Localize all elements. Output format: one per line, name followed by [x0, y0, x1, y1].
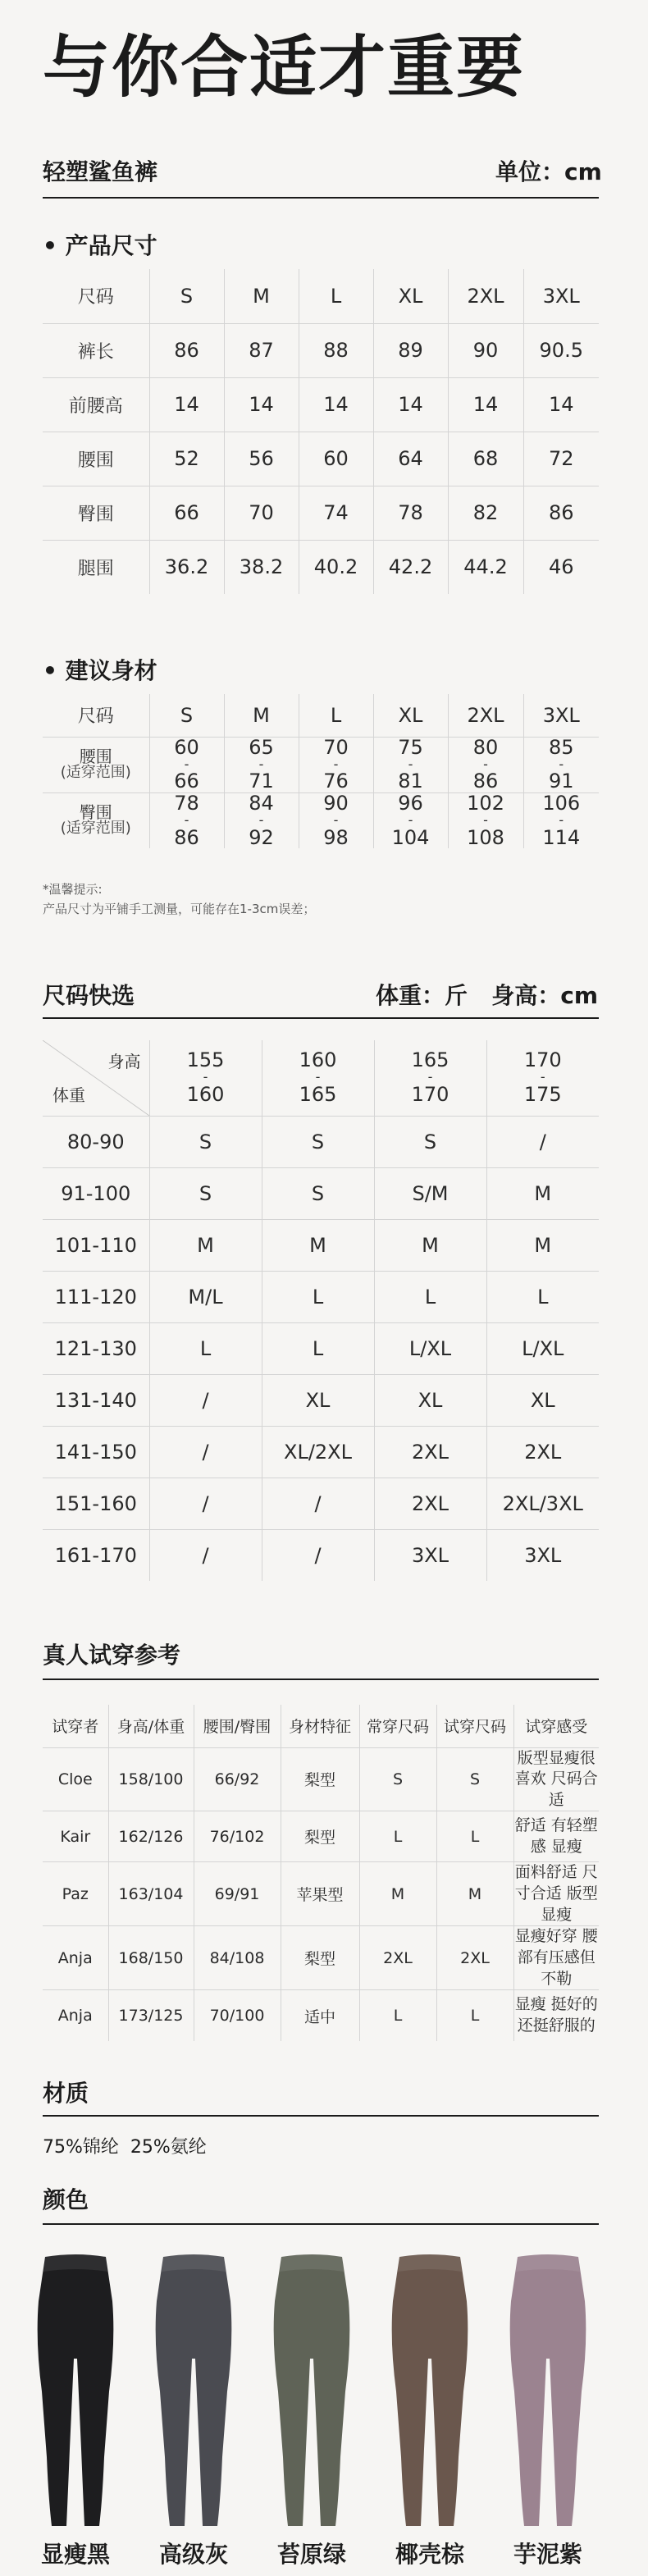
- weight-range: 151-160: [43, 1478, 149, 1529]
- range-value: -: [333, 756, 339, 772]
- range-cell: [224, 737, 299, 792]
- table-cell: 68: [448, 432, 523, 486]
- range-value: 86: [472, 770, 499, 793]
- height-value: 160: [186, 1083, 225, 1107]
- size-cell: 3XL: [524, 1543, 562, 1567]
- range-value: 96: [398, 791, 423, 815]
- range-cell: [373, 792, 448, 848]
- product-name: 轻塑鲨鱼裤: [43, 158, 158, 185]
- height-header: [262, 1040, 374, 1116]
- range-value: 106: [542, 791, 581, 815]
- height-value: 170: [411, 1083, 449, 1107]
- table-cell: 38.2: [224, 540, 299, 594]
- table-cell: 56: [224, 432, 299, 486]
- size-header: 3XL: [523, 694, 599, 737]
- table-cell: 69/91: [194, 1862, 281, 1926]
- divider: [43, 197, 599, 199]
- column-header: 身高/体重: [108, 1705, 194, 1747]
- range-value: 66: [174, 770, 199, 793]
- section-heading-colors: 颜色: [43, 2186, 89, 2213]
- range-cell: [149, 737, 224, 792]
- range-value: -: [408, 756, 413, 772]
- table-row: [43, 1811, 599, 1862]
- range-value: 108: [467, 825, 504, 849]
- size-cell: 2XL/3XL: [486, 1478, 599, 1529]
- weight-range: 121-130: [43, 1322, 149, 1374]
- feel-cell: 显瘦 挺好的 还挺舒服的: [514, 1995, 598, 2035]
- table-row: [43, 1478, 599, 1529]
- table-row: [43, 1747, 599, 1811]
- table-cell: 74: [299, 486, 373, 540]
- weight-range: 131-140: [43, 1374, 149, 1426]
- legging-image: [30, 2252, 121, 2531]
- color-name: 显瘦黑: [40, 2541, 110, 2568]
- table-cell: 86: [149, 323, 224, 377]
- waistband: [162, 2254, 226, 2272]
- table-row: [43, 323, 599, 377]
- size-cell: 2XL: [374, 1478, 486, 1529]
- table-cell: 44.2: [448, 540, 523, 594]
- section-heading-product-size: • 产品尺寸: [43, 232, 157, 259]
- column-header: 尺码: [43, 694, 149, 737]
- size-header: XL: [373, 269, 448, 323]
- weight-range: 91-100: [43, 1167, 149, 1219]
- row-label-text: 臀围: [79, 802, 112, 823]
- table-cell: 87: [224, 323, 299, 377]
- range-value: 92: [249, 825, 274, 849]
- color-name: 芋泥紫: [513, 2541, 582, 2568]
- size-header: 2XL: [448, 269, 523, 323]
- column-header: 常穿尺码: [359, 1705, 436, 1747]
- height-header: [374, 1040, 486, 1116]
- height-header: [486, 1040, 599, 1116]
- legging-shape: [274, 2254, 350, 2526]
- legging-image: [148, 2252, 239, 2531]
- table-cell: L: [436, 1811, 513, 1862]
- size-cell: L: [262, 1322, 374, 1374]
- size-cell: XL: [262, 1374, 374, 1426]
- section-heading-material: 材质: [43, 2080, 89, 2107]
- table-cell: L: [359, 1811, 436, 1862]
- size-cell: L: [262, 1271, 374, 1322]
- size-cell: XL/2XL: [262, 1426, 374, 1478]
- range-cell: [523, 792, 599, 848]
- quick-size-table: [43, 1040, 599, 1581]
- size-cell: L: [486, 1271, 599, 1322]
- row-label-text: 腰围: [79, 747, 112, 767]
- feel-cell: 舒适 有轻塑感 显瘦: [513, 1811, 599, 1862]
- table-row: [43, 737, 599, 792]
- table-cell: 90: [448, 323, 523, 377]
- corner-weight-label: 体重: [52, 1085, 85, 1105]
- feel-cell: 版型显瘦很喜欢 尺码合适: [513, 1747, 599, 1811]
- row-label: [43, 737, 149, 792]
- row-label: 腰围: [43, 432, 149, 486]
- table-cell: 梨型: [281, 1926, 359, 1990]
- column-header: 尺码: [43, 269, 149, 323]
- column-header: 腰围/臀围: [194, 1705, 281, 1747]
- table-header-row: [43, 269, 599, 323]
- table-row: [43, 1926, 599, 1990]
- size-cell: L: [374, 1271, 486, 1322]
- legging-shape: [156, 2254, 232, 2526]
- size-cell: S: [262, 1167, 374, 1219]
- table-cell: 158/100: [108, 1747, 194, 1811]
- row-label: 腿围: [43, 540, 149, 594]
- table-cell: 梨型: [281, 1811, 359, 1862]
- table-cell: 72: [523, 432, 599, 486]
- range-value: 91: [548, 770, 574, 793]
- table-cell: 14: [299, 377, 373, 432]
- size-cell: /: [149, 1478, 262, 1529]
- table-row: [43, 792, 599, 848]
- waistband: [280, 2254, 344, 2272]
- table-cell: 42.2: [373, 540, 448, 594]
- size-cell: L/XL: [374, 1322, 486, 1374]
- size-cell: 2XL: [486, 1426, 599, 1478]
- row-label: 臀围: [43, 486, 149, 540]
- table-row: [43, 1426, 599, 1478]
- range-cell: [448, 792, 523, 848]
- range-value: 102: [467, 791, 504, 815]
- waistband: [43, 2254, 107, 2272]
- height-value: 160: [299, 1048, 337, 1072]
- table-cell: 89: [373, 323, 448, 377]
- range-value: 65: [249, 735, 274, 759]
- table-cell: 88: [299, 323, 373, 377]
- size-cell: /: [149, 1374, 262, 1426]
- table-cell: 14: [224, 377, 299, 432]
- table-row: [43, 432, 599, 486]
- range-value: 85: [548, 735, 574, 759]
- column-header: 身材特征: [281, 1705, 359, 1747]
- table-cell: Anja: [43, 1990, 108, 2041]
- size-header: M: [224, 694, 299, 737]
- table-header-row: [43, 1040, 599, 1116]
- column-header: 试穿者: [43, 1705, 108, 1747]
- size-header: XL: [373, 694, 448, 737]
- section-heading-quick-size: 尺码快选: [43, 982, 135, 1009]
- table-cell: L: [359, 1990, 436, 2041]
- range-value: -: [333, 812, 339, 829]
- table-row: [43, 1116, 599, 1167]
- range-value: 86: [174, 825, 199, 849]
- range-cell: [523, 737, 599, 792]
- feel-cell: 面料舒适 尺寸合适 版型显瘦: [513, 1862, 599, 1926]
- table-cell: 90.5: [523, 323, 599, 377]
- weight-range: 80-90: [43, 1116, 149, 1167]
- table-cell: 36.2: [149, 540, 224, 594]
- table-row: [43, 1374, 599, 1426]
- size-cell: S: [149, 1116, 262, 1167]
- row-label: 前腰高: [43, 377, 149, 432]
- size-cell: 2XL: [374, 1426, 486, 1478]
- size-cell: M/L: [149, 1271, 262, 1322]
- table-cell: L: [436, 1990, 513, 2041]
- range-value: -: [258, 812, 264, 829]
- range-cell: [299, 737, 373, 792]
- table-cell: M: [436, 1862, 513, 1926]
- size-cell: /: [262, 1478, 374, 1529]
- size-cell: M: [374, 1219, 486, 1271]
- range-value: 84: [249, 791, 274, 815]
- range-value: -: [559, 756, 564, 772]
- size-cell: /: [149, 1426, 262, 1478]
- table-row: [43, 377, 599, 432]
- divider: [43, 2115, 599, 2117]
- size-header: 3XL: [523, 269, 599, 323]
- table-cell: 82: [448, 486, 523, 540]
- section-heading-tryon: 真人试穿参考: [43, 1642, 181, 1669]
- table-header-row: [43, 694, 599, 737]
- note-body: 产品尺寸为平铺手工测量，可能存在1-3cm误差；: [43, 902, 316, 916]
- color-name: 椰壳棕: [395, 2541, 464, 2568]
- size-cell: M: [486, 1167, 599, 1219]
- table-cell: 66: [149, 486, 224, 540]
- weight-range: 101-110: [43, 1219, 149, 1271]
- size-cell: 3XL: [374, 1529, 486, 1581]
- legging-shape: [392, 2254, 468, 2526]
- note-title: *温馨提示:: [43, 882, 103, 897]
- table-cell: 适中: [281, 1990, 359, 2041]
- table-cell: 70: [224, 486, 299, 540]
- range-cell: [149, 792, 224, 848]
- size-cell: L/XL: [486, 1322, 599, 1374]
- range-value: 60: [174, 735, 199, 759]
- table-row: [43, 1862, 599, 1926]
- range-value: -: [184, 812, 189, 829]
- table-cell: 梨型: [281, 1747, 359, 1811]
- table-cell: 168/150: [108, 1926, 194, 1990]
- table-cell: 2XL: [436, 1926, 513, 1990]
- table-cell: 78: [373, 486, 448, 540]
- size-cell: XL: [486, 1374, 599, 1426]
- size-cell: /: [262, 1529, 374, 1581]
- size-cell: M: [149, 1219, 262, 1271]
- table-row: [43, 1322, 599, 1374]
- range-value: 76: [323, 770, 349, 793]
- table-cell: S: [436, 1747, 513, 1811]
- height-value: 165: [411, 1048, 449, 1072]
- table-cell: 14: [373, 377, 448, 432]
- table-cell: 70/100: [194, 1990, 281, 2041]
- size-header: S: [149, 694, 224, 737]
- unit-label: 单位：cm: [495, 158, 602, 185]
- material-value: 75%锦纶 25%氨纶: [43, 2137, 207, 2158]
- tryon-table: [43, 1705, 599, 2041]
- height-value: 170: [523, 1048, 562, 1072]
- range-value: 80: [472, 735, 499, 759]
- table-cell: 76/102: [194, 1811, 281, 1862]
- range-cell: [299, 792, 373, 848]
- table-cell: 苹果型: [281, 1862, 359, 1926]
- table-cell: 66/92: [194, 1747, 281, 1811]
- table-cell: 60: [299, 432, 373, 486]
- height-value: -: [315, 1069, 321, 1085]
- table-row: [43, 540, 599, 594]
- range-value: -: [408, 812, 413, 829]
- range-value: 104: [391, 825, 430, 849]
- range-value: -: [483, 812, 488, 829]
- size-cell: S: [374, 1116, 486, 1167]
- feel-cell: 显瘦好穿 腰部有压感但不勒: [513, 1926, 599, 1990]
- table-cell: Cloe: [43, 1747, 108, 1811]
- quick-size-units: 体重：斤 身高：cm: [376, 982, 599, 1009]
- size-cell: S: [262, 1116, 374, 1167]
- table-header-row: [43, 1705, 599, 1747]
- height-header: [149, 1040, 262, 1116]
- range-cell: [373, 737, 448, 792]
- body-size-table: [43, 694, 599, 848]
- legging-shape: [510, 2254, 586, 2526]
- range-value: 78: [174, 791, 199, 815]
- legging-image: [267, 2252, 357, 2531]
- row-label-sub: (适穿范围): [60, 764, 131, 782]
- divider: [43, 1017, 599, 1019]
- weight-range: 111-120: [43, 1271, 149, 1322]
- table-row: [43, 1990, 599, 2041]
- range-value: 114: [542, 825, 581, 849]
- section-heading-body-size: • 建议身材: [43, 657, 157, 684]
- size-header: M: [224, 269, 299, 323]
- weight-range: 161-170: [43, 1529, 149, 1581]
- table-cell: 163/104: [108, 1862, 194, 1926]
- table-cell: 52: [149, 432, 224, 486]
- row-label-sub: (适穿范围): [60, 820, 131, 838]
- range-value: 90: [323, 791, 349, 815]
- table-cell: 46: [548, 555, 574, 579]
- divider: [43, 2223, 599, 2225]
- table-cell: 64: [373, 432, 448, 486]
- size-header: S: [149, 269, 224, 323]
- page-title: 与你合适才重要: [43, 29, 526, 107]
- range-value: 71: [249, 770, 274, 793]
- table-cell: Anja: [43, 1926, 108, 1990]
- column-header: 试穿尺码: [436, 1705, 513, 1747]
- table-cell: Kair: [43, 1811, 108, 1862]
- table-row: [43, 1529, 599, 1581]
- size-header: 2XL: [448, 694, 523, 737]
- table-cell: 14: [149, 377, 224, 432]
- height-value: -: [540, 1069, 545, 1085]
- size-cell: XL: [374, 1374, 486, 1426]
- table-cell: M: [359, 1862, 436, 1926]
- color-name: 高级灰: [158, 2541, 228, 2568]
- table-cell: 14: [448, 377, 523, 432]
- table-cell: 84/108: [194, 1926, 281, 1990]
- range-value: 81: [398, 770, 423, 793]
- waistband: [516, 2254, 580, 2272]
- height-value: 175: [523, 1083, 562, 1107]
- height-value: -: [427, 1069, 433, 1085]
- range-value: -: [184, 756, 189, 772]
- size-cell: S: [149, 1167, 262, 1219]
- waistband: [398, 2254, 462, 2272]
- row-label: [43, 792, 149, 848]
- range-value: 70: [323, 735, 349, 759]
- range-value: 98: [323, 825, 349, 849]
- size-cell: /: [486, 1116, 599, 1167]
- corner-cell: [43, 1040, 149, 1116]
- legging-image: [503, 2252, 593, 2531]
- weight-range: 141-150: [43, 1426, 149, 1478]
- table-cell: 173/125: [108, 1990, 194, 2041]
- column-header: 试穿感受: [513, 1705, 599, 1747]
- height-value: -: [203, 1069, 208, 1085]
- table-cell: 40.2: [299, 540, 373, 594]
- table-cell: 86: [523, 486, 599, 540]
- table-cell: 14: [523, 377, 599, 432]
- size-cell: M: [486, 1219, 599, 1271]
- table-row: [43, 486, 599, 540]
- size-cell: S/M: [374, 1167, 486, 1219]
- size-header: L: [299, 269, 373, 323]
- range-value: 75: [398, 735, 423, 759]
- range-value: -: [483, 756, 488, 772]
- range-value: -: [559, 812, 564, 829]
- height-value: 165: [299, 1083, 337, 1107]
- product-size-table: [43, 269, 599, 594]
- row-label: 裤长: [43, 323, 149, 377]
- color-name: 苔原绿: [276, 2541, 346, 2568]
- height-value: 155: [186, 1048, 225, 1072]
- table-cell: S: [359, 1747, 436, 1811]
- divider: [43, 1679, 599, 1680]
- table-cell: 162/126: [108, 1811, 194, 1862]
- table-row: [43, 1219, 599, 1271]
- table-row: [43, 1167, 599, 1219]
- legging-shape: [38, 2254, 114, 2526]
- legging-image: [385, 2252, 475, 2531]
- size-cell: /: [149, 1529, 262, 1581]
- size-cell: L: [149, 1322, 262, 1374]
- range-cell: [448, 737, 523, 792]
- table-cell: Paz: [43, 1862, 108, 1926]
- size-header: L: [299, 694, 373, 737]
- table-row: [43, 1271, 599, 1322]
- range-value: -: [258, 756, 264, 772]
- table-cell: 2XL: [359, 1926, 436, 1990]
- size-cell: M: [262, 1219, 374, 1271]
- range-cell: [224, 792, 299, 848]
- corner-height-label: 身高: [107, 1052, 141, 1071]
